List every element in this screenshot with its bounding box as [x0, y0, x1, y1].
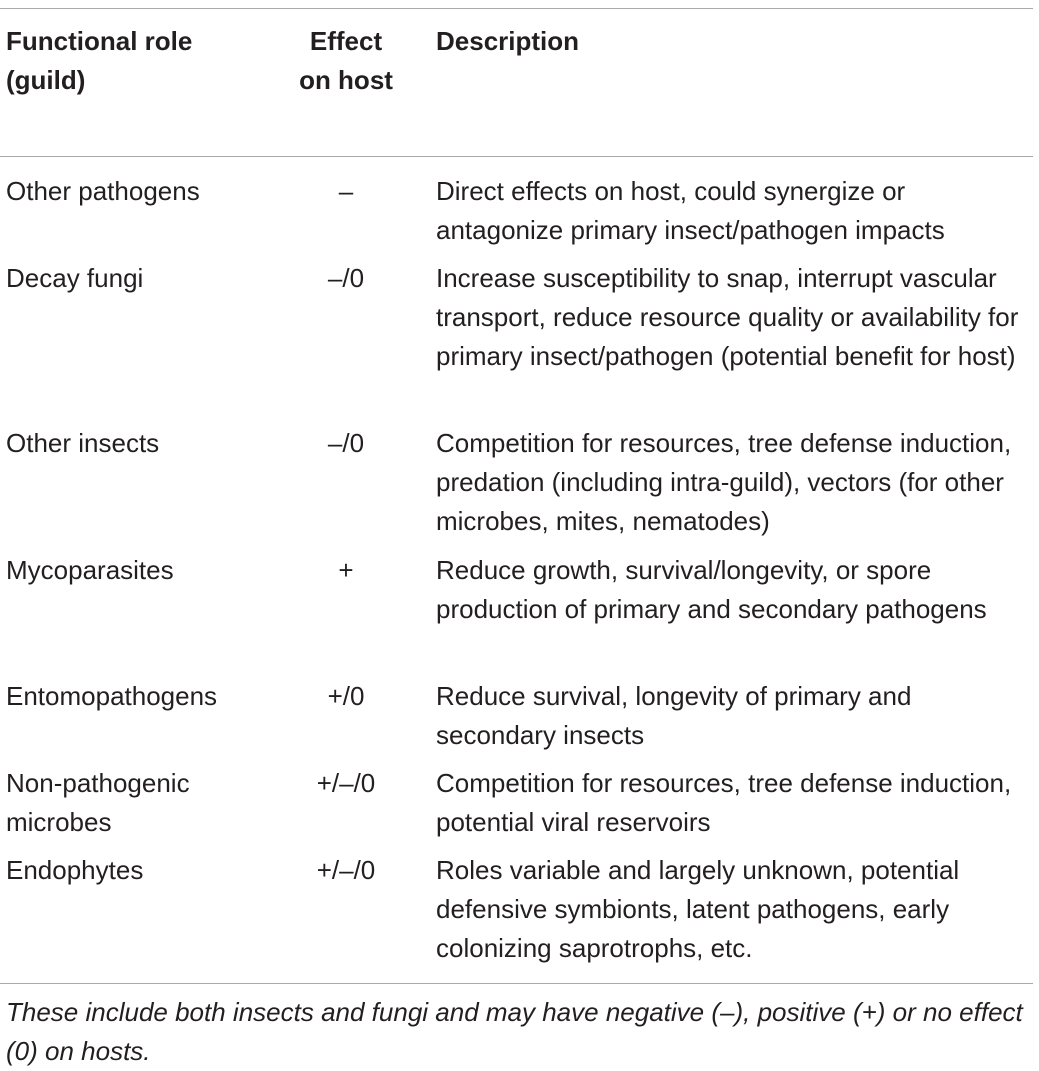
header-description: Description [436, 26, 580, 56]
description-cell: Increase susceptibility to snap, interrupt vascular transport, reduce resource quality or availability for primary insect/pathogen (potential benefit for host) [436, 263, 1019, 371]
description-cell: Competition for resources, tree defense induction, predation (including intra-guild), vectors (for other microbes, mites, nematodes) [436, 428, 1012, 536]
description-cell: Direct effects on host, could synergize or antagonize primary insect/pathogen impacts [436, 176, 945, 245]
effect-cell: +/0 [327, 681, 365, 711]
header-rule [0, 156, 1033, 157]
effect-cell: +/–/0 [316, 768, 376, 798]
header-functional-role: Functional role (guild) [6, 26, 193, 95]
description-cell: Reduce growth, survival/longevity, or spore production of primary and secondary pathogens [436, 555, 987, 624]
description-cell: Reduce survival, longevity of primary and secondary insects [436, 681, 912, 750]
table-bottom-rule [0, 983, 1033, 984]
role-cell: Entomopathogens [6, 681, 218, 711]
effect-cell: –/0 [327, 428, 365, 458]
table-top-rule [0, 8, 1033, 9]
description-cell: Competition for resources, tree defense induction, potential viral reservoirs [436, 768, 1012, 837]
effect-cell: + [338, 555, 354, 585]
role-cell: Non-pathogenic microbes [6, 768, 190, 837]
role-cell: Endophytes [6, 855, 144, 885]
role-cell: Mycoparasites [6, 555, 174, 585]
role-cell: Other insects [6, 428, 160, 458]
role-cell: Other pathogens [6, 176, 200, 206]
table-footnote: These include both insects and fungi and may have negative (–), positive (+) or no effect (0) on hosts. [6, 997, 1023, 1066]
header-effect-on-host: Effect on host [299, 26, 393, 95]
effect-cell: +/–/0 [316, 855, 376, 885]
role-cell: Decay fungi [6, 263, 144, 293]
description-cell: Roles variable and largely unknown, potential defensive symbionts, latent pathogens, early colonizing saprotrophs, etc. [436, 855, 960, 963]
effect-cell: – [338, 176, 354, 206]
effect-cell: –/0 [327, 263, 365, 293]
